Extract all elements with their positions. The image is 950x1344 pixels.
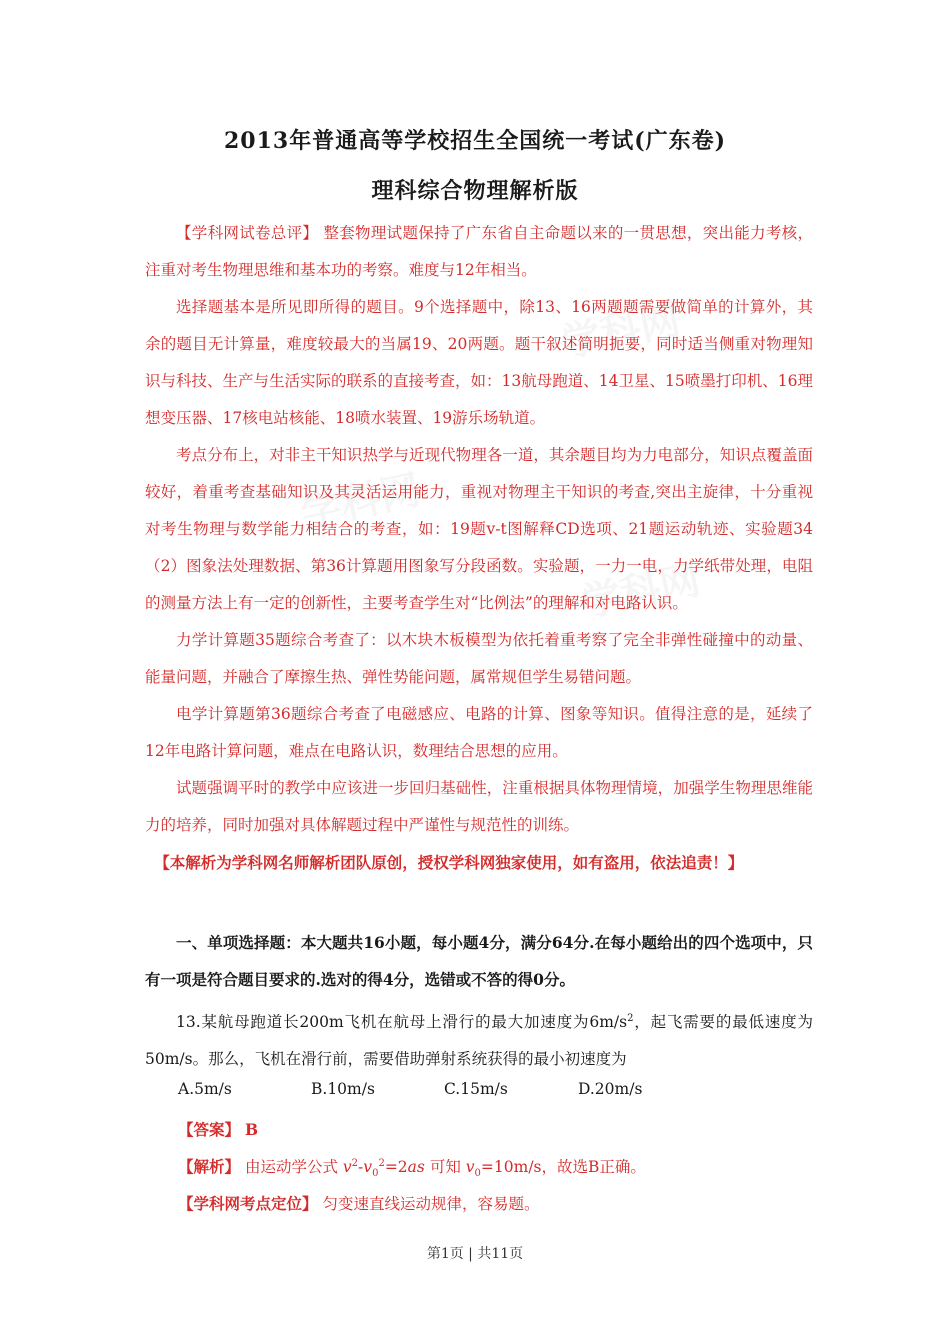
formula-v0: v — [465, 1158, 475, 1176]
option-b: B.10m/s — [311, 1080, 375, 1098]
document-subtitle: 理科综合物理解析版 — [371, 178, 579, 204]
document-title: 2013年普通高等学校招生全国统一考试(广东卷) — [223, 128, 727, 154]
formula-sup: 2 — [351, 1157, 359, 1169]
watermark: 学科网 — [577, 556, 705, 627]
question-13 — [145, 1000, 813, 1078]
section-instructions: 一、单项选择题：本大题共16小题，每小题4分，满分64分.在每小题给出的四个选项中，只有一项是符合题目要求的.选对的得4分，选错或不答的得0分。 — [145, 933, 813, 989]
formula-v0: v — [363, 1158, 373, 1176]
section-heading — [145, 924, 813, 998]
copyright-notice: 【本解析为学科网名师解析团队原创，授权学科网独家使用，如有盗用，依法追责！】 — [154, 853, 744, 872]
formula-minus: - — [358, 1158, 364, 1176]
formula-sub: 0 — [474, 1168, 481, 1180]
stem-text-continued: ，起飞需要的最低速度为50m/s。那么，飞机在滑行前，需要借助弹射系统获得的最小初速度为 — [145, 1013, 813, 1069]
review-label: 【学科网试卷总评】 — [176, 224, 319, 242]
formula-eq: =2 — [384, 1158, 408, 1176]
stem-text: 13.某航母跑道长200m飞机在航母上滑行的最大加速度为6m/s — [176, 1013, 628, 1032]
review-paragraph: 电学计算题第36题综合考查了电磁感应、电路的计算、图象等知识。值得注意的是，延续了12年电路计算问题，难点在电路认识，数理结合思想的应用。 — [145, 705, 813, 760]
knowledge-point-line — [178, 1192, 539, 1214]
answer-value: B — [244, 1120, 259, 1139]
options-row — [178, 1080, 778, 1108]
formula-sub: 0 — [372, 1168, 379, 1180]
answer-line — [178, 1118, 258, 1140]
analysis-conclusion: =10m/s，故选B正确。 — [480, 1158, 646, 1176]
question-stem — [145, 1000, 813, 1078]
analysis-intro: 由运动学公式 — [244, 1158, 338, 1176]
review-paragraph — [145, 215, 813, 289]
page-footer: 第1页 | 共11页 — [426, 1246, 524, 1262]
analysis-line — [178, 1155, 646, 1179]
watermark: 学科网 — [297, 466, 425, 537]
knowledge-point-label: 【学科网考点定位】 — [178, 1194, 318, 1213]
option-d: D.20m/s — [578, 1080, 643, 1098]
analysis-mid: 可知 — [429, 1158, 461, 1176]
review-paragraph: 考点分布上，对非主干知识热学与近现代物理各一道，其余题目均为力电部分，知识点覆盖面较好，着重考查基础知识及其灵活运用能力，重视对物理主干知识的考查,突出主旋律，十分重视对考生物理与数学能力相结合的考查，如：19题v-t图解释CD选项、21题运动轨迹、实验题34（2）图象法处理数据、第36计算题用图象写分段函数。实验题，一力一电，力学纸带处理，电阻的测量方法上有一定的创新性，主要考查学生对“比例法”的理解和对电路认识。 — [145, 446, 813, 612]
knowledge-point-text: 匀变速直线运动规律，容易题。 — [322, 1195, 540, 1213]
formula-as: as — [407, 1158, 425, 1176]
review-paragraph: 试题强调平时的教学中应该进一步回归基础性，注重根据具体物理情境，加强学生物理思维能力的培养，同时加强对具体解题过程中严谨性与规范性的训练。 — [145, 779, 813, 834]
review-section — [145, 215, 813, 881]
review-paragraph: 选择题基本是所见即所得的题目。9个选择题中，除13、16两题题需要做简单的计算外，其余的题目无计算量，难度较最大的当属19、20两题。题干叙述简明扼要，同时适当侧重对物理知识与科技、生产与生活实际的联系的直接考查，如：13航母跑道、14卫星、15喷墨打印机、16理想变压器、17核电站核能、18喷水装置、19游乐场轨道。 — [145, 298, 813, 427]
answer-label: 【答案】 — [178, 1120, 241, 1139]
review-paragraph: 力学计算题35题综合考查了：以木块木板模型为依托着重考察了完全非弹性碰撞中的动量、能量问题，并融合了摩擦生热、弹性势能问题，属常规但学生易错问题。 — [145, 631, 813, 686]
watermark: 学科网 — [557, 296, 685, 367]
option-a: A.5m/s — [178, 1080, 232, 1098]
analysis-label: 【解析】 — [178, 1157, 241, 1176]
formula-v: v — [342, 1158, 352, 1176]
option-c: C.15m/s — [444, 1080, 508, 1098]
stem-superscript: 2 — [627, 1013, 634, 1024]
analysis-text — [244, 1157, 646, 1180]
formula-sup: 2 — [378, 1157, 385, 1169]
review-text: 整套物理试题保持了广东省自主命题以来的一贯思想，突出能力考核，注重对考生物理思维和基本功的考察。难度与12年相当。 — [145, 224, 813, 279]
